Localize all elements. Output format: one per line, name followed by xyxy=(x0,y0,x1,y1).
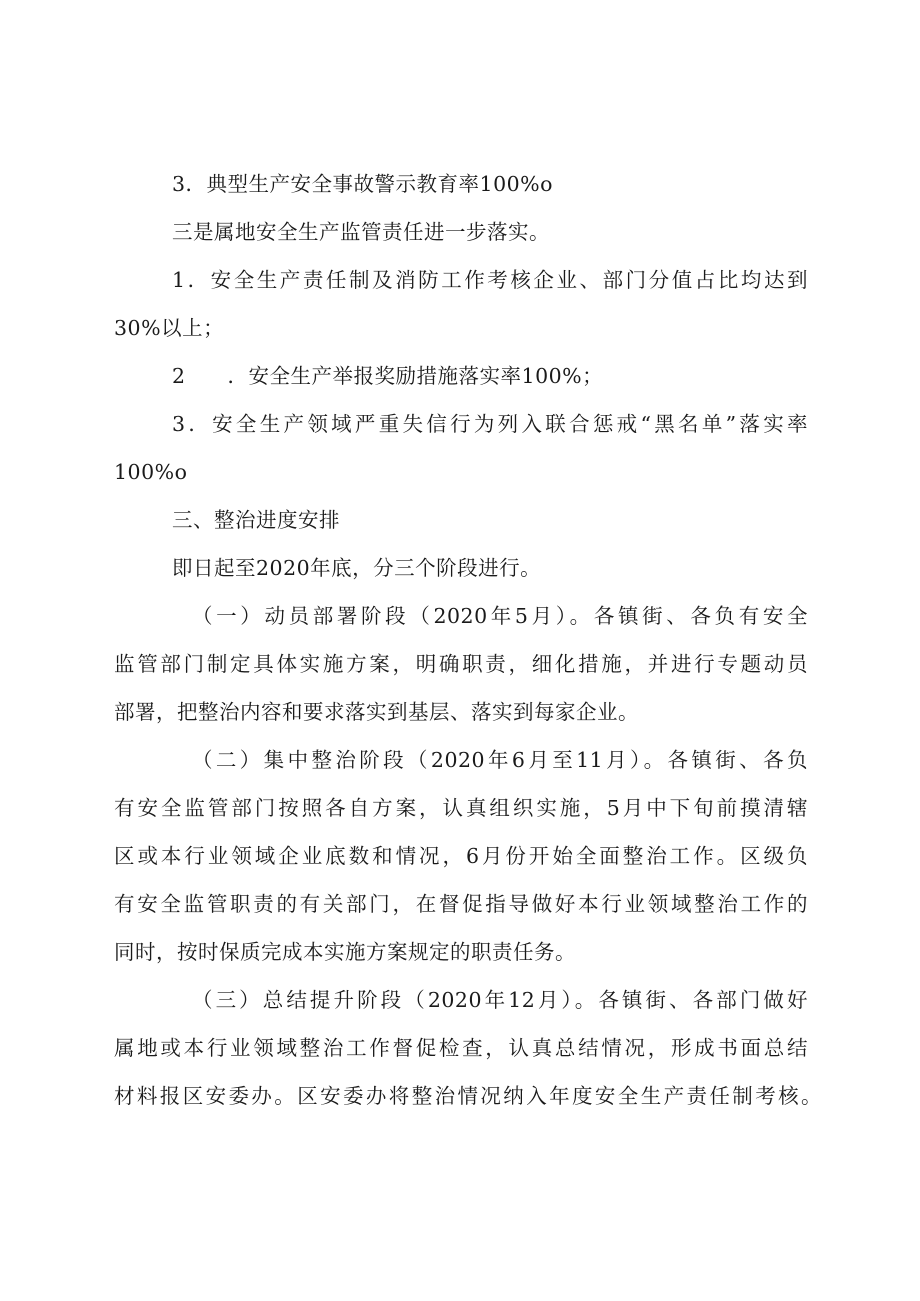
text-line-20: 材料报区安委办。区安委办将整治情况纳入年度安全生产责任制考核。 xyxy=(114,1084,822,1108)
text-line-2: 三是属地安全生产监管责任进一步落实。 xyxy=(172,220,550,244)
text-line-1: 3．典型生产安全事故警示教育率100%o xyxy=(172,172,553,196)
text-line-19: 属地或本行业领域整治工作督促检查，认真总结情况，形成书面总结 xyxy=(114,1036,808,1060)
text-line-13: （二）集中整治阶段（2020年6月至11月）。各镇街、各负 xyxy=(192,748,808,772)
text-line-10: （一）动员部署阶段（2020年5月）。各镇街、各负有安全 xyxy=(192,604,808,628)
text-line-14: 有安全监管部门按照各自方案，认真组织实施，5月中下旬前摸清辖 xyxy=(114,796,808,820)
text-line-15: 区或本行业领域企业底数和情况，6月份开始全面整治工作。区级负 xyxy=(114,844,808,868)
text-line-18: （三）总结提升阶段（2020年12月）。各镇街、各部门做好 xyxy=(192,988,808,1012)
text-line-9: 即日起至2020年底，分三个阶段进行。 xyxy=(172,556,542,580)
text-line-12: 部署，把整治内容和要求落实到基层、落实到每家企业。 xyxy=(114,700,639,724)
text-line-6: 3．安全生产领域严重失信行为列入联合惩戒“黑名单”落实率 xyxy=(172,412,808,436)
text-line-5: 2 ．安全生产举报奖励措施落实率100%； xyxy=(172,364,604,388)
text-line-11: 监管部门制定具体实施方案，明确职责，细化措施，并进行专题动员 xyxy=(114,652,808,676)
text-line-7: 100%o xyxy=(114,460,188,484)
text-line-3: 1．安全生产责任制及消防工作考核企业、部门分值占比均达到 xyxy=(172,268,808,292)
text-line-4: 30%以上； xyxy=(114,316,225,340)
text-line-16: 有安全监管职责的有关部门，在督促指导做好本行业领域整治工作的 xyxy=(114,892,808,916)
section-heading: 三、整治进度安排 xyxy=(172,508,340,532)
text-line-17: 同时，按时保质完成本实施方案规定的职责任务。 xyxy=(114,940,576,964)
